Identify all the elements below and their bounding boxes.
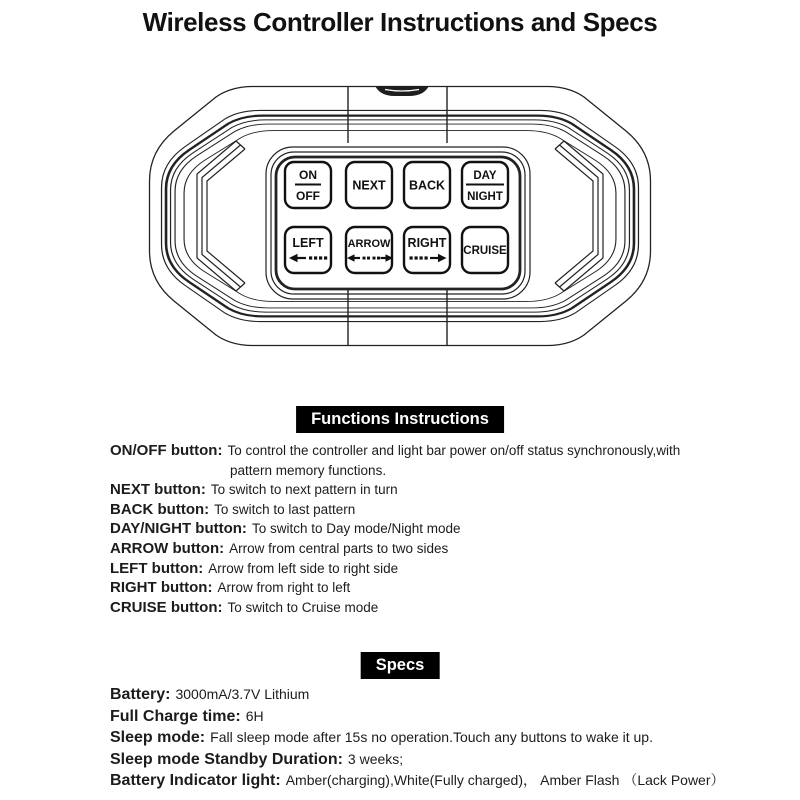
next-label: NEXT — [352, 178, 386, 193]
spec-item — [110, 770, 800, 792]
day-label: DAY — [473, 170, 497, 182]
diagram-button-right — [404, 227, 450, 273]
spec-text: 3000mA/3.7V Lithium — [175, 686, 310, 702]
spec-text: Fall sleep mode after 15s no operation.Touch any buttons to wake it up. — [210, 729, 653, 746]
specs-list — [110, 684, 800, 792]
diagram-button-on-off — [285, 162, 331, 208]
cruise-label: CRUISE — [463, 245, 507, 257]
function-label: NEXT button: — [110, 481, 206, 499]
function-text: To control the controller and light bar power on/off status synchronously,with — [227, 443, 681, 458]
function-item — [110, 519, 800, 539]
specs-heading: Specs — [361, 652, 440, 679]
function-label: ARROW button: — [110, 539, 225, 557]
spec-label: Battery: — [110, 686, 171, 703]
arrow-label: ARROW — [347, 238, 391, 250]
function-text: Arrow from central parts to two sides — [229, 540, 449, 556]
function-label: DAY/NIGHT button: — [110, 520, 247, 538]
spec-item — [110, 684, 800, 706]
left-label: LEFT — [292, 236, 324, 250]
function-item — [110, 559, 800, 579]
diagram-button-arrow — [346, 227, 393, 273]
shell-seam-lines — [348, 87, 447, 345]
function-label: ON/OFF button: — [110, 442, 223, 459]
shell-outlines — [150, 87, 651, 346]
function-label: LEFT button: — [110, 559, 204, 577]
diagram-button-back — [404, 162, 450, 208]
function-item — [110, 441, 800, 461]
spec-label: Sleep mode Standby Duration: — [110, 750, 343, 768]
page-title: Wireless Controller Instructions and Specs — [142, 7, 658, 37]
function-label: CRUISE button: — [110, 598, 223, 616]
spec-text: 3 weeks; — [347, 750, 404, 767]
spec-item — [110, 749, 800, 771]
function-item — [110, 539, 800, 559]
spec-label: Sleep mode: — [110, 729, 206, 747]
spec-label: Full Charge time: — [110, 707, 241, 725]
function-label: BACK button: — [110, 500, 210, 518]
function-text: Arrow from left side to right side — [208, 560, 399, 576]
right-label: RIGHT — [407, 236, 447, 250]
function-text: To switch to next pattern in turn — [210, 482, 398, 498]
function-text: To switch to last pattern — [214, 501, 356, 517]
function-text: To switch to Day mode/Night mode — [251, 521, 461, 537]
spec-item — [110, 706, 800, 728]
back-label: BACK — [408, 178, 446, 193]
function-item-continuation: pattern memory functions. — [230, 462, 387, 478]
function-label: RIGHT button: — [110, 579, 213, 597]
diagram-button-cruise — [462, 227, 508, 273]
function-text: Arrow from right to left — [217, 580, 351, 596]
on-label: ON — [299, 168, 317, 182]
controller-drawing — [148, 85, 652, 347]
spec-item — [110, 727, 800, 749]
function-item — [110, 598, 800, 618]
spec-text: Amber(charging),White(Fully charged)， Amber Flash （Lack Power） — [285, 772, 725, 789]
diagram-button-next — [346, 162, 392, 208]
left-chevron-detail — [197, 141, 245, 291]
top-notch — [376, 87, 428, 96]
right-chevron-detail — [555, 141, 603, 291]
controller-diagram — [148, 85, 652, 347]
functions-list — [110, 441, 800, 617]
function-item — [110, 480, 800, 500]
function-item — [110, 578, 800, 598]
off-label: OFF — [296, 189, 320, 203]
spec-text: 6H — [245, 707, 264, 724]
spec-label: Battery Indicator light: — [110, 772, 281, 790]
functions-heading: Functions Instructions — [296, 406, 504, 433]
night-label: NIGHT — [467, 191, 503, 203]
function-item — [110, 500, 800, 520]
diagram-button-day-night — [462, 162, 508, 208]
function-text: To switch to Cruise mode — [227, 599, 379, 615]
diagram-button-left — [285, 227, 331, 273]
